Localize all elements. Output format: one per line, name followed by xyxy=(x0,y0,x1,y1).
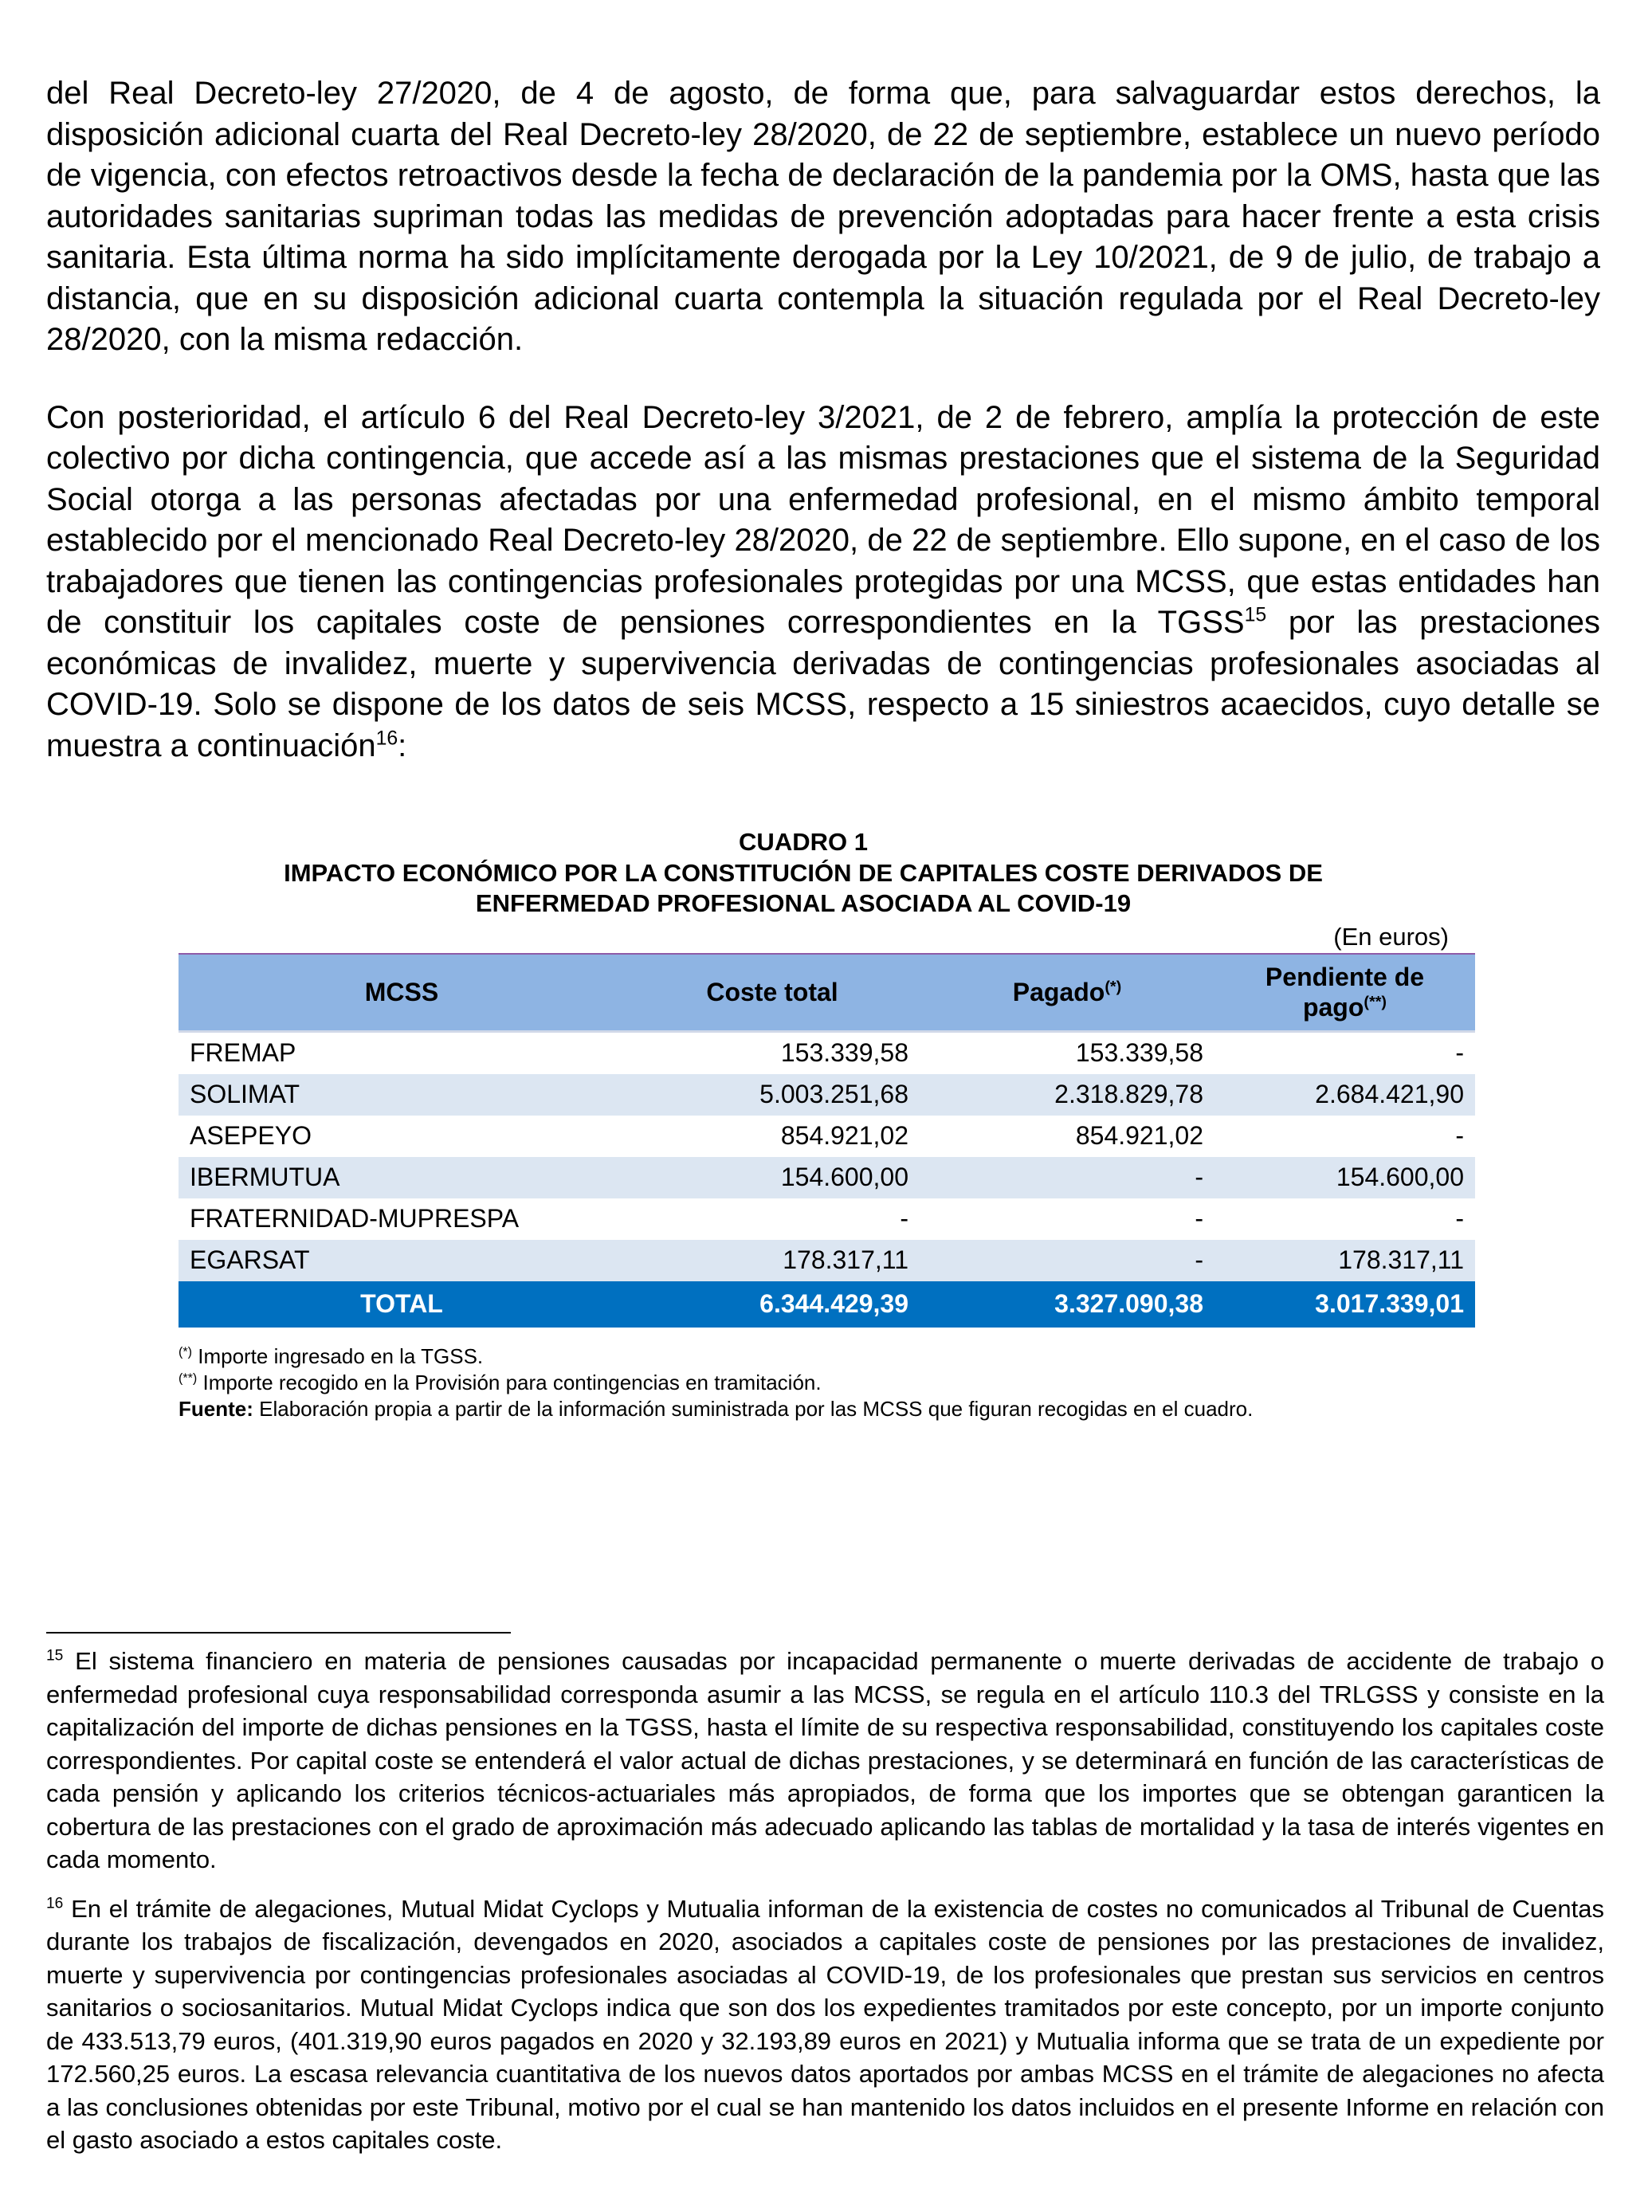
footnote-16 xyxy=(46,1892,1604,2157)
cell-coste-total: 154.600,00 xyxy=(625,1157,920,1198)
cell-pendiente: - xyxy=(1455,1204,1464,1233)
total-coste-total: 6.344.429,39 xyxy=(625,1281,920,1328)
paragraph-2 xyxy=(46,398,1600,767)
footnote-15 xyxy=(46,1645,1604,1877)
footnote-15-number: 15 xyxy=(46,1647,64,1665)
header-pendiente-mark: (**) xyxy=(1364,993,1387,1011)
footnote-15-text: El sistema financiero en materia de pensiones causadas por incapacidad permanente o muerte derivadas de accidente de trabajo o enfermedad profesional cuya responsabilidad corresponda asumir a las MCSS, se regula en el artículo 110.3 del TRLGSS y consiste en la capitalización del importe de dichas pensiones en la TGSS, hasta el límite de su respectiva responsabilidad, constituyendo los capitales coste correspondientes. Por capital coste se entenderá el valor actual de dichas prestaciones, y se determinará en función de las características de cada pensión y aplicando los criterios técnicos-actuariales más apropiados, de forma que los importes que se obtengan garanticen la cobertura de las prestaciones con el grado de aproximación más adecuado aplicando las tablas de mortalidad y la tasa de interés vigentes en cada momento. xyxy=(46,1647,1604,1873)
cell-pagado: - xyxy=(920,1157,1214,1198)
header-mcss: MCSS xyxy=(179,954,625,1032)
cell-mcss: IBERMUTUA xyxy=(179,1157,625,1198)
cuadro-1 xyxy=(132,827,1474,1422)
table-note-1 xyxy=(179,1343,1485,1370)
paragraph-2-part-c: : xyxy=(398,728,407,763)
cell-mcss: ASEPEYO xyxy=(190,1121,312,1150)
footnote-ref-16[interactable]: 16 xyxy=(375,728,398,750)
header-coste-total: Coste total xyxy=(625,954,920,1032)
paragraph-1: del Real Decreto-ley 27/2020, de 4 de agosto, de forma que, para salvaguardar estos derechos, la disposición adicional cuarta del Real Decreto-ley 28/2020, de 22 de septiembre, establece un nuevo período de vigencia, con efectos retroactivos desde la fecha de declaración de la pandemia por la OMS, hasta que las autoridades sanitarias supriman todas las medidas de prevención adoptadas para hacer frente a esta crisis sanitaria. Esta última norma ha sido implícitamente derogada por la Ley 10/2021, de 9 de julio, de trabajo a distancia, que en su disposición adicional cuarta contempla la situación regulada por el Real Decreto-ley 28/2020, con la misma redacción. xyxy=(46,76,1600,357)
cell-pagado: - xyxy=(1195,1204,1203,1233)
footnotes xyxy=(46,1645,1604,2157)
header-pagado-label: Pagado xyxy=(1012,978,1105,1006)
table-row xyxy=(179,1031,1475,1074)
table-row xyxy=(179,1240,1475,1281)
header-pendiente xyxy=(1214,954,1475,1032)
header-pendiente-line-2: pago xyxy=(1302,993,1364,1022)
cell-pagado: 2.318.829,78 xyxy=(920,1074,1214,1116)
cell-pendiente: - xyxy=(1455,1038,1464,1067)
cell-pagado: 854.921,02 xyxy=(1075,1121,1203,1150)
table-row xyxy=(179,1074,1475,1116)
data-table xyxy=(179,953,1475,1328)
paragraph-2-part-a: Con posterioridad, el artículo 6 del Real Decreto-ley 3/2021, de 2 de febrero, amplía la protección de este colectivo por dicha contingencia, que accede así a las mismas prestaciones que el sistema de la Seguridad Social otorga a las personas afectadas por una enfermedad profesional, en el mismo ámbito temporal establecido por el mencionado Real Decreto-ley 28/2020, de 22 de septiembre. Ello supone, en el caso de los trabajadores que tienen las contingencias profesionales protegidas por una MCSS, que estas entidades han de constituir los capitales coste de pensiones correspondientes en la TGSS xyxy=(46,399,1600,640)
table-row xyxy=(179,1157,1475,1198)
footnote-ref-15[interactable]: 15 xyxy=(1244,604,1267,626)
table-source xyxy=(179,1396,1485,1422)
table-note-2-text: Importe recogido en la Provisión para contingencias en tramitación. xyxy=(197,1370,822,1394)
table-header-row xyxy=(179,954,1475,1032)
body-text xyxy=(46,73,1600,767)
table-source-text: Elaboración propia a partir de la información suministrada por las MCSS que figuran recogidas en el cuadro. xyxy=(253,1396,1254,1421)
table-note-1-mark: (*) xyxy=(179,1343,192,1359)
table-total-row xyxy=(179,1281,1475,1328)
cell-pagado: 153.339,58 xyxy=(1075,1038,1203,1067)
footnote-separator xyxy=(46,1632,511,1634)
paragraph-2-part-b: por las prestaciones económicas de invalidez, muerte y supervivencia derivadas de contingencias profesionales asociadas al COVID-19. Solo se dispone de los datos de seis MCSS, respecto a 15 siniestros acaecidos, cuyo detalle se muestra a continuación xyxy=(46,605,1601,763)
total-label: TOTAL xyxy=(179,1281,625,1328)
header-pagado-mark: (*) xyxy=(1105,978,1122,996)
cell-coste-total: 854.921,02 xyxy=(780,1121,908,1150)
cell-mcss: FREMAP xyxy=(190,1038,296,1067)
total-pagado: 3.327.090,38 xyxy=(920,1281,1214,1328)
footnote-16-text: En el trámite de alegaciones, Mutual Midat Cyclops y Mutualia informan de la existencia de costes no comunicados al Tribunal de Cuentas durante los trabajos de fiscalización, devengados en 2020, asociados a capitales coste de pensiones por las prestaciones de invalidez, muerte y supervivencia por contingencias profesionales asociadas al COVID-19, de los profesionales que prestan sus servicios en centros sanitarios o sociosanitarios. Mutual Midat Cyclops indica que son dos los expedientes tramitados por este concepto, por un importe conjunto de 433.513,79 euros, (401.319,90 euros pagados en 2020 y 32.193,89 euros en 2021) y Mutualia informa que se trata de un expediente por 172.560,25 euros. La escasa relevancia cuantitativa de los nuevos datos aportados por ambas MCSS en el trámite de alegaciones no afecta a las conclusiones obtenidas por este Tribunal, motivo por el cual se han mantenido los datos incluidos en el presente Informe en relación con el gasto asociado a estos capitales coste. xyxy=(46,1894,1604,2154)
table-caption-number: CUADRO 1 xyxy=(739,828,868,856)
cell-pendiente: - xyxy=(1455,1121,1464,1150)
footnote-16-number: 16 xyxy=(46,1895,64,1912)
cell-coste-total: 5.003.251,68 xyxy=(625,1074,920,1116)
header-pendiente-line-1: Pendiente de xyxy=(1265,963,1425,991)
cell-pendiente: 2.684.421,90 xyxy=(1214,1074,1475,1116)
table-note-2 xyxy=(179,1370,1485,1396)
table-note-2-mark: (**) xyxy=(179,1370,198,1385)
cell-coste-total: - xyxy=(900,1204,908,1233)
table-row xyxy=(179,1198,1475,1240)
cell-mcss: FRATERNIDAD-MUPRESPA xyxy=(190,1204,520,1233)
table-notes xyxy=(179,1343,1485,1422)
table-note-1-text: Importe ingresado en la TGSS. xyxy=(192,1343,484,1368)
table-caption-line-1: IMPACTO ECONÓMICO POR LA CONSTITUCIÓN DE CAPITALES COSTE DERIVADOS DE xyxy=(284,858,1323,887)
total-pendiente: 3.017.339,01 xyxy=(1214,1281,1475,1328)
table-row xyxy=(179,1116,1475,1157)
cell-coste-total: 153.339,58 xyxy=(780,1038,908,1067)
cell-mcss: SOLIMAT xyxy=(179,1074,625,1116)
cell-pendiente: 178.317,11 xyxy=(1214,1240,1475,1281)
cell-coste-total: 178.317,11 xyxy=(625,1240,920,1281)
cell-pendiente: 154.600,00 xyxy=(1214,1157,1475,1198)
header-pagado xyxy=(920,954,1214,1032)
table-unit: (En euros) xyxy=(1333,922,1449,951)
table-source-label: Fuente: xyxy=(179,1396,253,1421)
table-caption-line-2: ENFERMEDAD PROFESIONAL ASOCIADA AL COVID-19 xyxy=(475,889,1132,917)
cell-pagado: - xyxy=(920,1240,1214,1281)
cell-mcss: EGARSAT xyxy=(179,1240,625,1281)
